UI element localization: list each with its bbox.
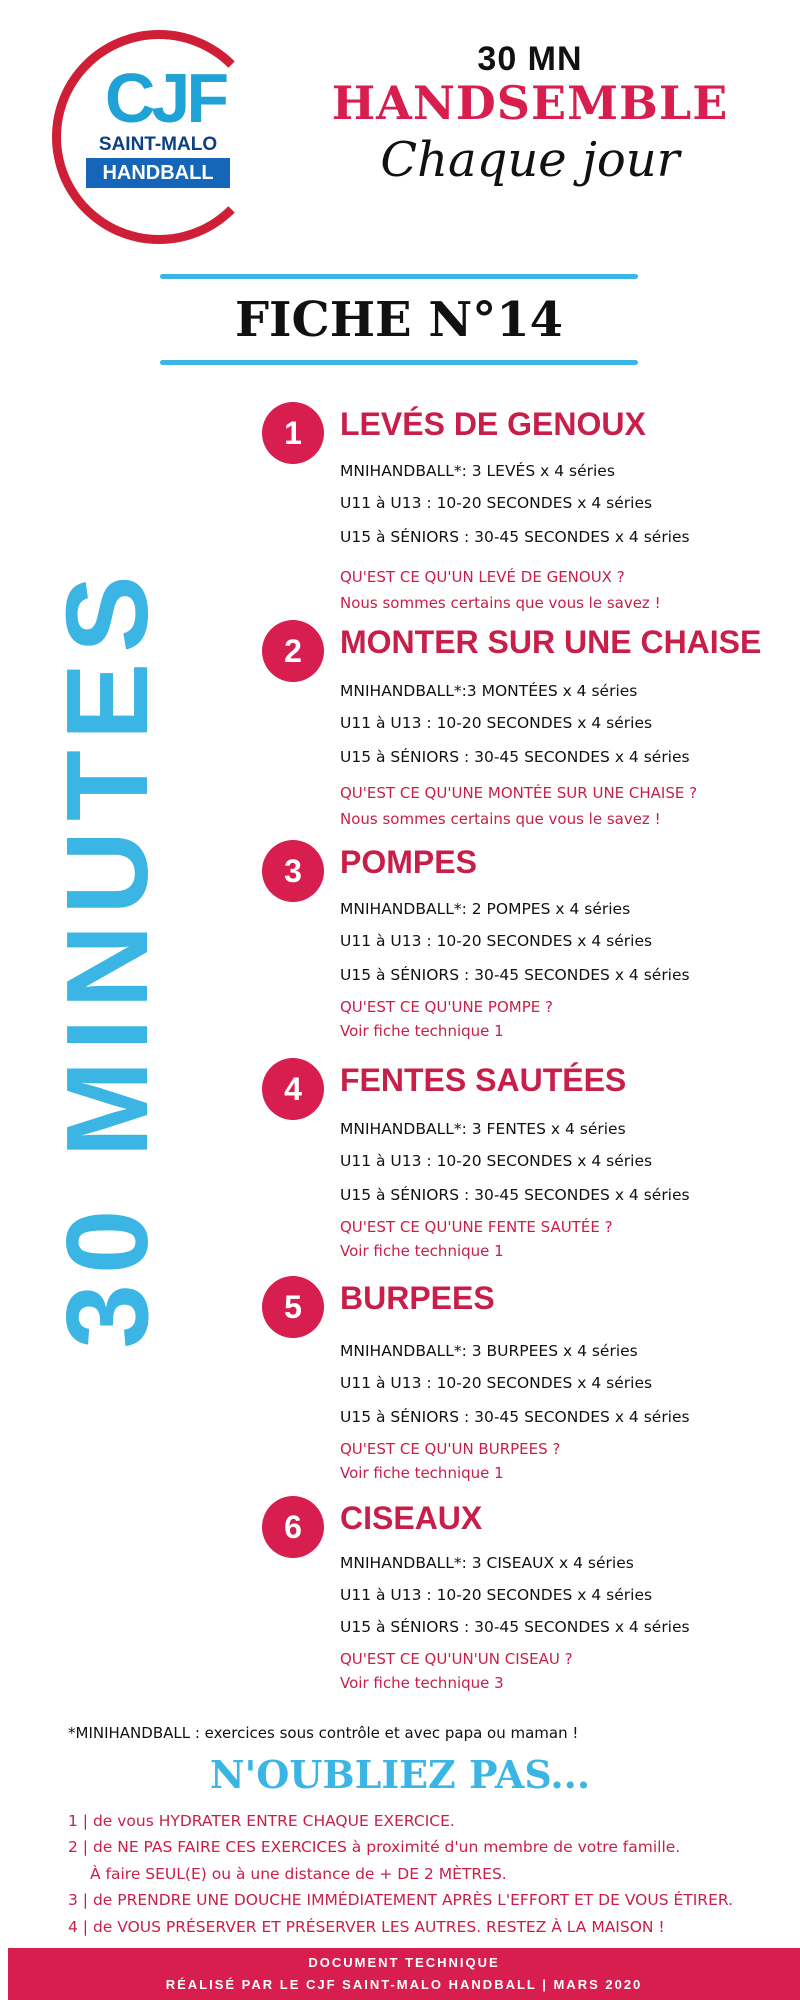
level-u15-seniors: U15 à SÉNIORS : 30-45 SECONDES x 4 séries xyxy=(340,1408,690,1426)
logo-city: SAINT-MALO xyxy=(98,134,218,155)
reminder-title: N'OUBLIEZ PAS... xyxy=(209,1752,591,1797)
level-u15-seniors: U15 à SÉNIORS : 30-45 SECONDES x 4 séries xyxy=(340,1186,690,1204)
exercise-question: QU'EST CE QU'UN'UN CISEAU ? xyxy=(340,1650,573,1668)
reminder-item: 4 | de VOUS PRÉSERVER ET PRÉSERVER LES AUTRES. RESTEZ À LA MAISON ! xyxy=(68,1918,665,1936)
vertical-label: 30 MINUTES xyxy=(42,565,172,1349)
logo-letters: CJF xyxy=(104,59,226,137)
level-minihandball: MNIHANDBALL*: 3 LEVÉS x 4 séries xyxy=(340,462,615,480)
exercise-note: Nous sommes certains que vous le savez ! xyxy=(340,810,661,828)
divider-bottom xyxy=(160,360,638,365)
exercise-question: QU'EST CE QU'UNE MONTÉE SUR UNE CHAISE ? xyxy=(340,784,698,802)
exercise-title: POMPES xyxy=(340,844,477,880)
exercise-title: FENTES SAUTÉES xyxy=(340,1062,627,1098)
level-u11-u13: U11 à U13 : 10-20 SECONDES x 4 séries xyxy=(340,714,653,732)
header-duration: 30 MN xyxy=(477,40,583,78)
footer-band xyxy=(8,1948,800,2000)
level-minihandball: MNIHANDBALL*:3 MONTÉES x 4 séries xyxy=(340,682,638,700)
logo-sport: HANDBALL xyxy=(86,158,230,188)
level-u11-u13: U11 à U13 : 10-20 SECONDES x 4 séries xyxy=(340,1152,653,1170)
exercise-question: QU'EST CE QU'UN BURPEES ? xyxy=(340,1440,561,1458)
level-u11-u13: U11 à U13 : 10-20 SECONDES x 4 séries xyxy=(340,494,653,512)
exercise-number-badge: 5 xyxy=(262,1276,324,1338)
level-u15-seniors: U15 à SÉNIORS : 30-45 SECONDES x 4 séries xyxy=(340,966,690,984)
level-minihandball: MNIHANDBALL*: 3 BURPEES x 4 séries xyxy=(340,1342,638,1360)
level-u15-seniors: U15 à SÉNIORS : 30-45 SECONDES x 4 séries xyxy=(340,1618,690,1636)
exercise-number-badge: 1 xyxy=(262,402,324,464)
reminder-item: À faire SEUL(E) ou à une distance de + DE 2 MÈTRES. xyxy=(90,1865,507,1883)
header-daily: Chaque jour xyxy=(380,132,680,188)
reminder-item: 2 | de NE PAS FAIRE CES EXERCICES à proximité d'un membre de votre famille. xyxy=(68,1838,681,1856)
exercise-title: CISEAUX xyxy=(340,1500,483,1536)
exercise-note: Voir fiche technique 3 xyxy=(340,1674,504,1692)
footnote: *MINIHANDBALL : exercices sous contrôle et avec papa ou maman ! xyxy=(68,1724,579,1742)
footer-line-1: DOCUMENT TECHNIQUE xyxy=(308,1955,500,1970)
exercise-question: QU'EST CE QU'UN LEVÉ DE GENOUX ? xyxy=(340,568,625,586)
level-minihandball: MNIHANDBALL*: 3 FENTES x 4 séries xyxy=(340,1120,626,1138)
level-u11-u13: U11 à U13 : 10-20 SECONDES x 4 séries xyxy=(340,1374,653,1392)
reminder-item: 3 | de PRENDRE UNE DOUCHE IMMÉDIATEMENT APRÈS L'EFFORT ET DE VOUS ÉTIRER. xyxy=(68,1891,734,1909)
level-u11-u13: U11 à U13 : 10-20 SECONDES x 4 séries xyxy=(340,932,653,950)
fiche-title: FICHE N°14 xyxy=(234,292,564,348)
club-logo xyxy=(52,30,262,240)
footer-line-2: RÉALISÉ PAR LE CJF SAINT-MALO HANDBALL | MARS 2020 xyxy=(165,1977,643,1992)
exercise-number-badge: 4 xyxy=(262,1058,324,1120)
exercise-note: Voir fiche technique 1 xyxy=(340,1022,504,1040)
exercise-title: BURPEES xyxy=(340,1280,495,1316)
divider-top xyxy=(160,274,638,279)
level-u15-seniors: U15 à SÉNIORS : 30-45 SECONDES x 4 séries xyxy=(340,528,690,546)
level-u11-u13: U11 à U13 : 10-20 SECONDES x 4 séries xyxy=(340,1586,653,1604)
exercise-note: Voir fiche technique 1 xyxy=(340,1464,504,1482)
exercise-number-badge: 3 xyxy=(262,840,324,902)
exercise-title: MONTER SUR UNE CHAISE xyxy=(340,624,762,660)
header-brand: HANDSEMBLE xyxy=(331,76,729,130)
exercise-number-badge: 2 xyxy=(262,620,324,682)
level-u15-seniors: U15 à SÉNIORS : 30-45 SECONDES x 4 séries xyxy=(340,748,690,766)
exercise-question: QU'EST CE QU'UNE FENTE SAUTÉE ? xyxy=(340,1218,613,1236)
level-minihandball: MNIHANDBALL*: 2 POMPES x 4 séries xyxy=(340,900,631,918)
level-minihandball: MNIHANDBALL*: 3 CISEAUX x 4 séries xyxy=(340,1554,634,1572)
exercise-title: LEVÉS DE GENOUX xyxy=(340,406,646,442)
reminder-item: 1 | de vous HYDRATER ENTRE CHAQUE EXERCICE. xyxy=(68,1812,455,1830)
exercise-note: Nous sommes certains que vous le savez ! xyxy=(340,594,661,612)
exercise-note: Voir fiche technique 1 xyxy=(340,1242,504,1260)
exercise-question: QU'EST CE QU'UNE POMPE ? xyxy=(340,998,553,1016)
exercise-number-badge: 6 xyxy=(262,1496,324,1558)
